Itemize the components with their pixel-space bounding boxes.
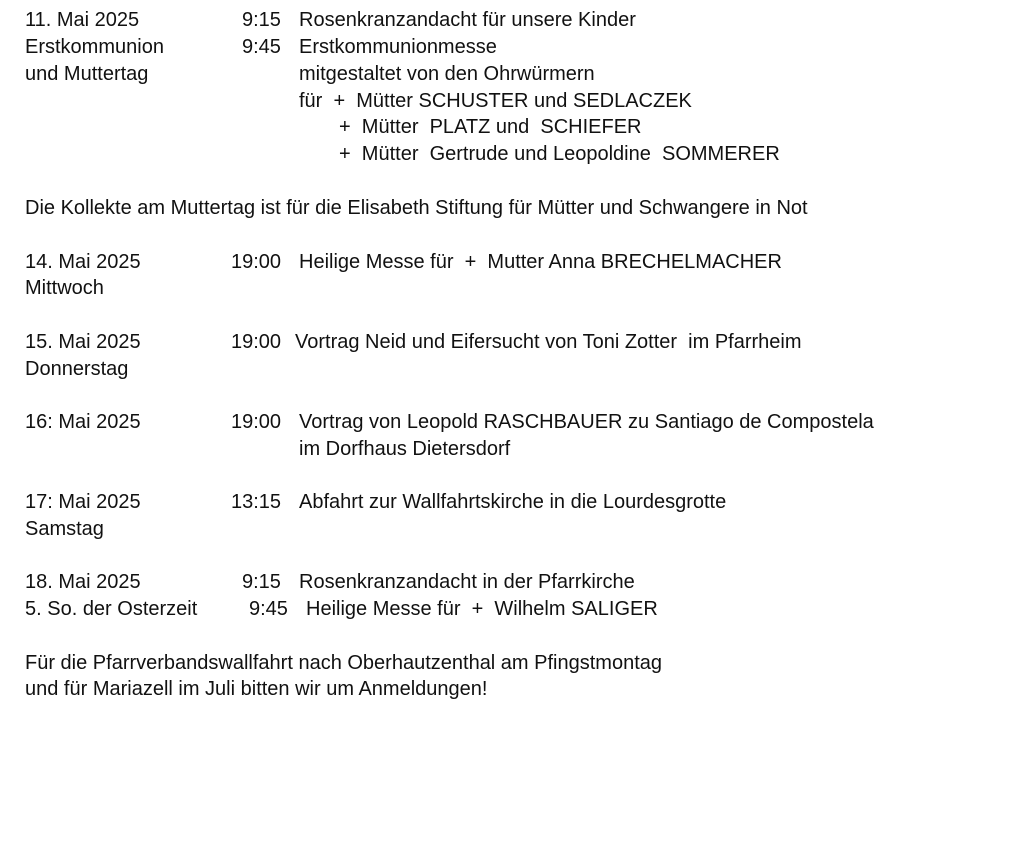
event-mass-saliger: Heilige Messe für + Wilhelm SALIGER: [306, 598, 658, 620]
time-1900-mass: 19:00: [231, 251, 282, 273]
event-lecture-raschbauer: Vortrag von Leopold RASCHBAUER zu Santiago de Compostela: [299, 411, 874, 433]
intention-sommerer: + Mütter Gertrude und Leopoldine SOMMERER: [339, 143, 780, 165]
time-0915-rosary: 9:15: [242, 9, 281, 31]
intention-schuster-sedlaczek: für + Mütter SCHUSTER und SEDLACZEK: [299, 90, 692, 112]
event-rosary-children: Rosenkranzandacht für unsere Kinder: [299, 9, 636, 31]
weekday-thursday: Donnerstag: [25, 358, 129, 380]
event-location-dorfhaus: im Dorfhaus Dietersdorf: [299, 438, 511, 460]
date-may-18: 18. Mai 2025: [25, 571, 141, 593]
time-1900-lecture: 19:00: [231, 331, 282, 353]
pilgrimage-registration-line1: Für die Pfarrverbandswallfahrt nach Oberhautzenthal am Pfingstmontag: [25, 652, 663, 674]
label-first-communion: Erstkommunion: [25, 36, 164, 58]
time-0945-mass: 9:45: [249, 598, 288, 620]
event-lecture-zotter: Vortrag Neid und Eifersucht von Toni Zotter im Pfarrheim: [295, 331, 802, 353]
time-1315-departure: 13:15: [231, 491, 282, 513]
weekday-wednesday: Mittwoch: [25, 277, 104, 299]
time-0915-rosary-church: 9:15: [242, 571, 281, 593]
intention-platz-schiefer: + Mütter PLATZ und SCHIEFER: [339, 116, 642, 138]
date-may-16: 16: Mai 2025: [25, 411, 141, 433]
label-fifth-sunday-easter: 5. So. der Osterzeit: [25, 598, 198, 620]
event-detail-ohrwuermer: mitgestaltet von den Ohrwürmern: [299, 63, 595, 85]
label-mothers-day: und Muttertag: [25, 63, 149, 85]
collection-note: Die Kollekte am Muttertag ist für die Elisabeth Stiftung für Mütter und Schwangere in Not: [25, 197, 808, 219]
event-mass-brechelmacher: Heilige Messe für + Mutter Anna BRECHELMACHER: [299, 251, 782, 273]
weekday-saturday: Samstag: [25, 518, 104, 540]
time-1900-santiago: 19:00: [231, 411, 282, 433]
date-may-14: 14. Mai 2025: [25, 251, 141, 273]
date-may-15: 15. Mai 2025: [25, 331, 141, 353]
event-rosary-parish-church: Rosenkranzandacht in der Pfarrkirche: [299, 571, 635, 593]
date-may-17: 17: Mai 2025: [25, 491, 141, 513]
event-first-communion-mass: Erstkommunionmesse: [299, 36, 497, 58]
date-may-11: 11. Mai 2025: [25, 9, 140, 31]
event-pilgrimage-lourdes: Abfahrt zur Wallfahrtskirche in die Lourdesgrotte: [299, 491, 727, 513]
pilgrimage-registration-line2: und für Mariazell im Juli bitten wir um Anmeldungen!: [25, 678, 488, 700]
time-0945-communion-mass: 9:45: [242, 36, 281, 58]
